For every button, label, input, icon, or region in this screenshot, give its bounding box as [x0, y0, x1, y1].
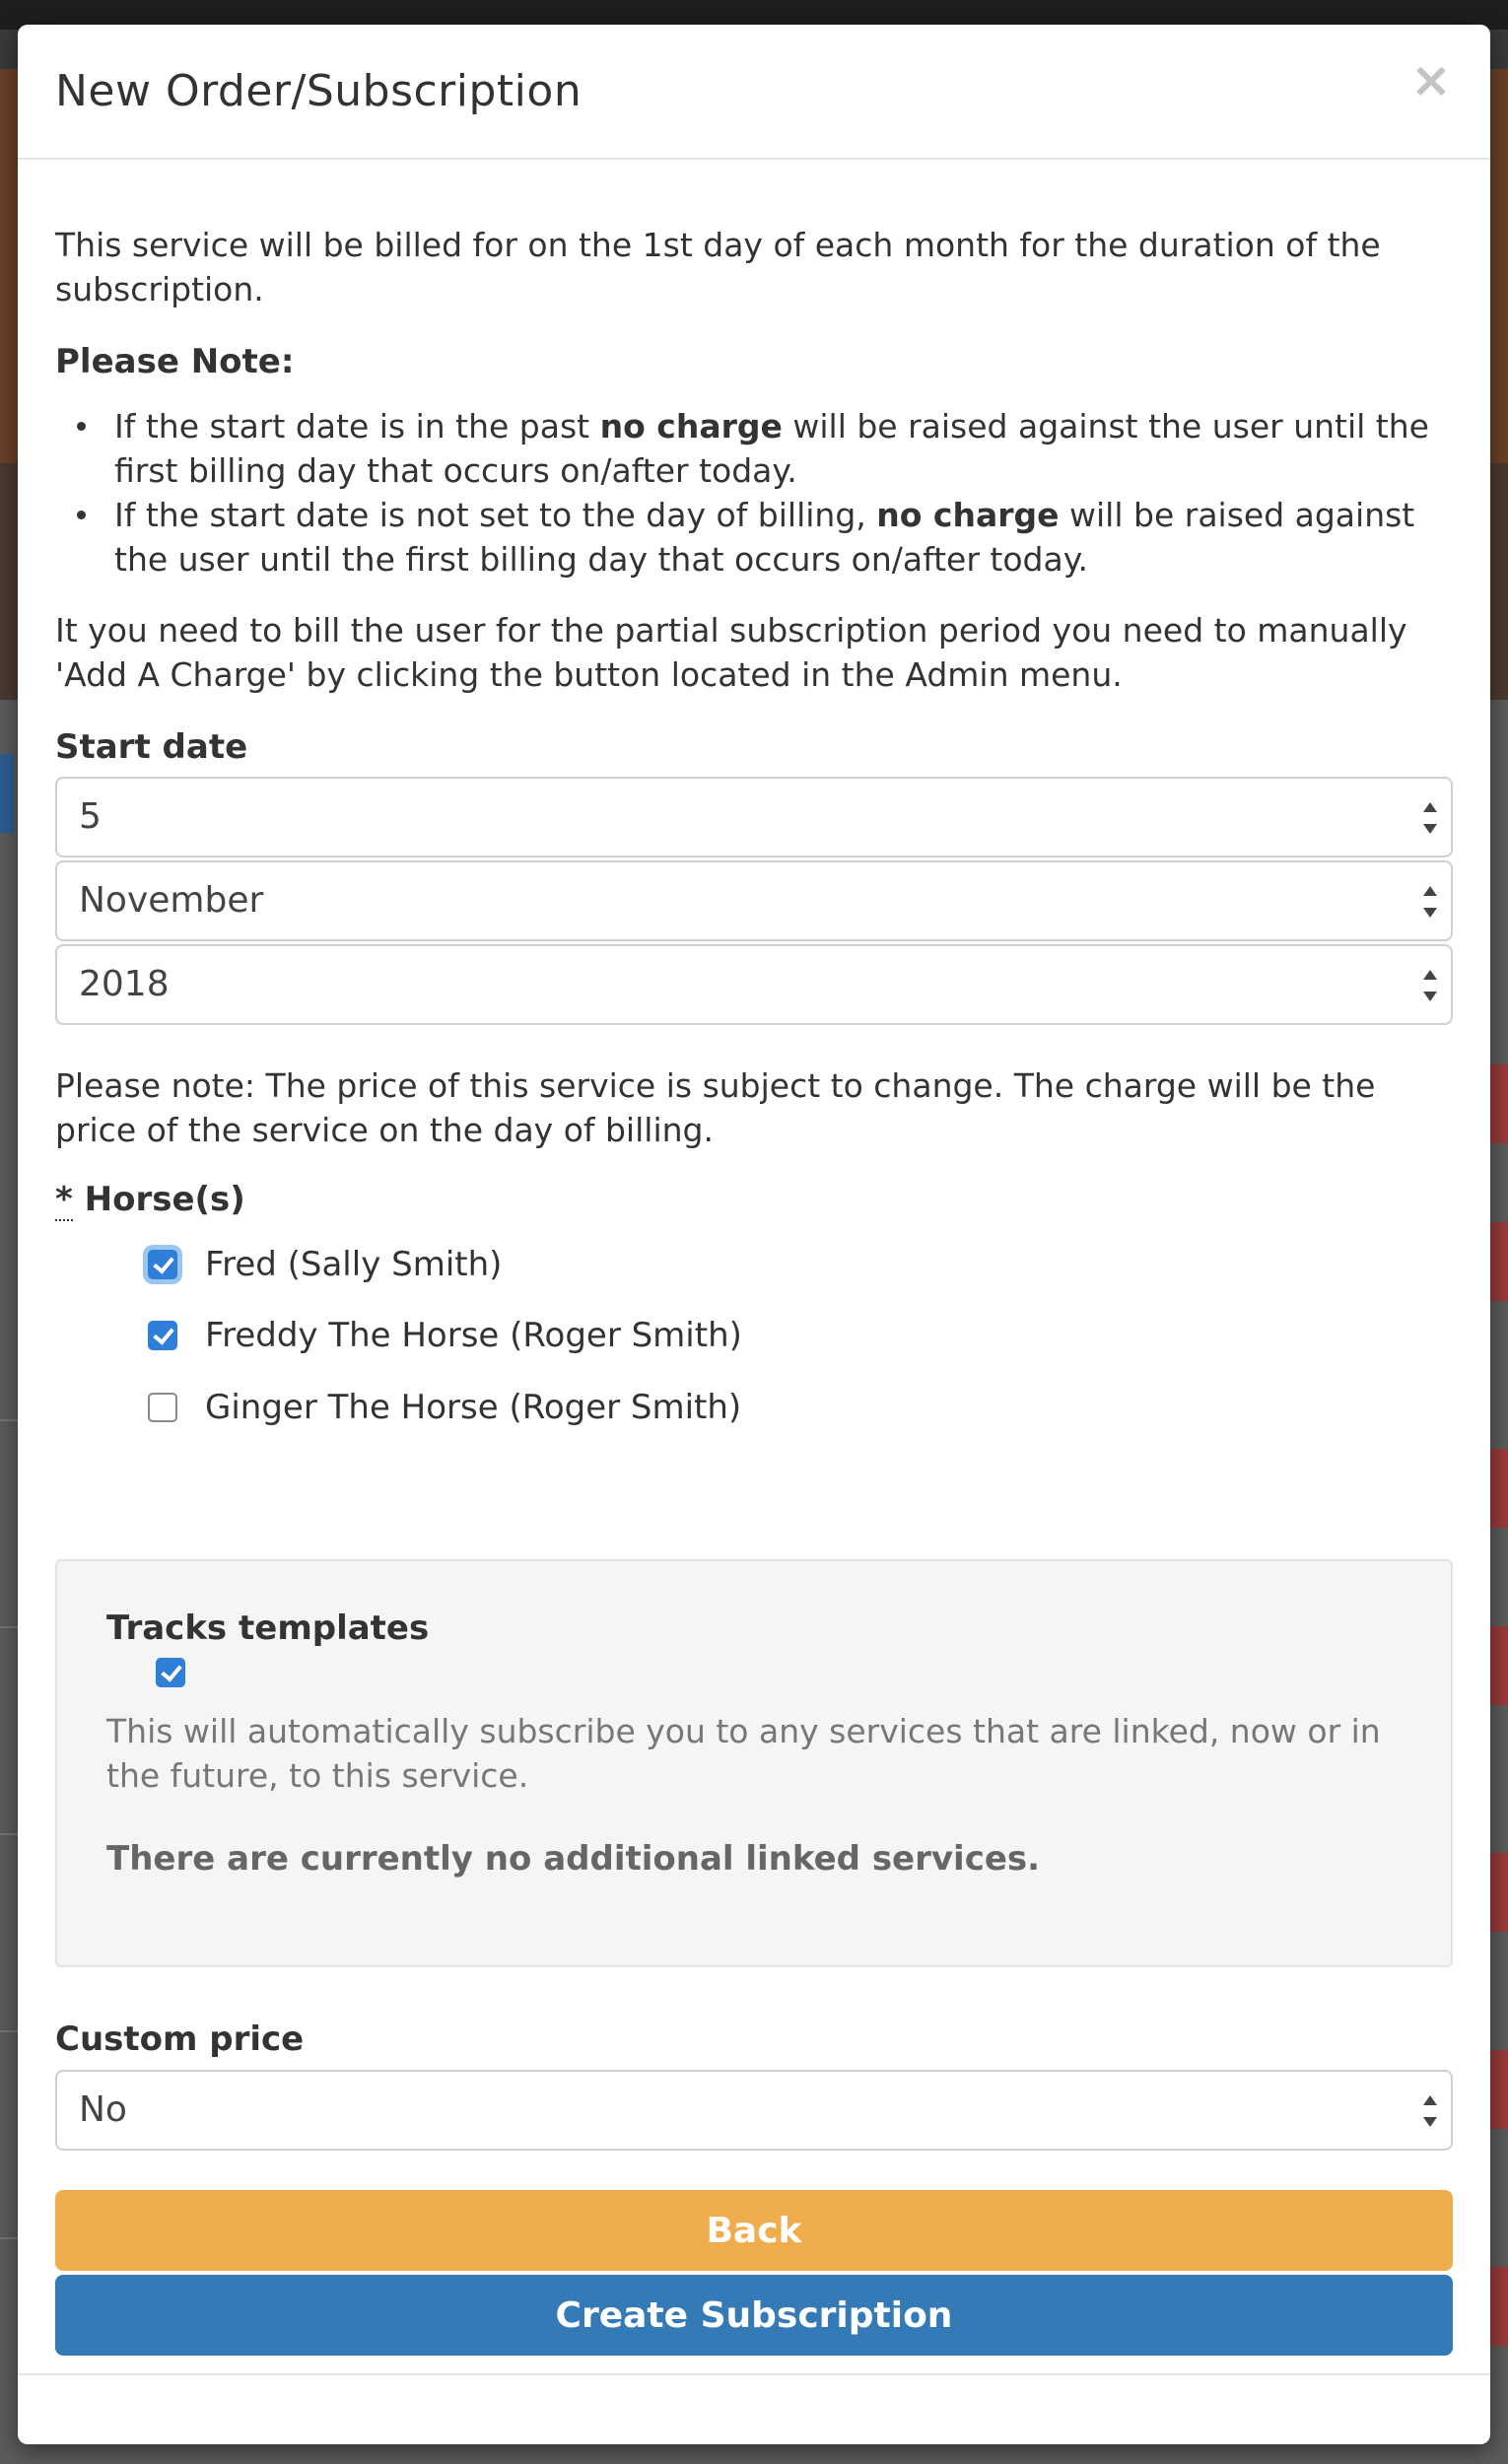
horse-label[interactable]: Ginger The Horse (Roger Smith): [205, 1388, 742, 1427]
modal-footer-divider: [18, 2373, 1490, 2375]
select-arrows-icon: [1421, 884, 1439, 920]
horses-label: * Horse(s): [55, 1180, 245, 1219]
linked-services-note: There are currently no additional linked services.: [106, 1839, 1041, 1879]
start-date-label: Start date: [55, 727, 248, 767]
custom-price-label: Custom price: [55, 2019, 305, 2059]
start-month-select[interactable]: November: [55, 860, 1453, 941]
tracks-templates-checkbox[interactable]: [156, 1658, 185, 1687]
horse-label[interactable]: Fred (Sally Smith): [205, 1245, 503, 1284]
start-day-select[interactable]: 5: [55, 777, 1453, 857]
start-year-select[interactable]: 2018: [55, 944, 1453, 1025]
horse-checkbox-freddy[interactable]: [148, 1321, 177, 1350]
modal-title: New Order/Subscription: [55, 66, 583, 116]
required-marker: *: [55, 1180, 73, 1219]
note-item: If the start date is not set to the day of billing, no charge will be raised against the user until the first billing day that occurs on/after today.: [114, 493, 1453, 582]
modal-header: [18, 25, 1490, 160]
horse-checkbox-fred[interactable]: [148, 1250, 177, 1279]
tracks-templates-title: Tracks templates: [106, 1608, 430, 1648]
create-subscription-button[interactable]: Create Subscription: [55, 2275, 1453, 2356]
please-note-label: Please Note:: [55, 342, 295, 381]
price-note-text: Please note: The price of this service is subject to change. The charge will be the price of the service on the day of billing.: [55, 1066, 1376, 1149]
billing-info-text: This service will be billed for on the 1st day of each month for the duration of the subscription.: [55, 226, 1381, 308]
custom-price-select[interactable]: No: [55, 2070, 1453, 2151]
select-arrows-icon: [1421, 800, 1439, 836]
note-item: If the start date is in the past no charge will be raised against the user until the first billing day that occurs on/after today.: [114, 404, 1453, 493]
back-button[interactable]: Back: [55, 2190, 1453, 2271]
tracks-templates-panel: [55, 1559, 1453, 1967]
select-arrows-icon: [1421, 968, 1439, 1003]
close-icon[interactable]: ×: [1410, 51, 1452, 108]
new-subscription-modal: [18, 25, 1490, 2444]
horse-label[interactable]: Freddy The Horse (Roger Smith): [205, 1316, 742, 1355]
tracks-templates-description: This will automatically subscribe you to any services that are linked, now or in the future, to this service.: [106, 1712, 1381, 1795]
select-arrows-icon: [1421, 2093, 1439, 2129]
partial-billing-text: It you need to bill the user for the partial subscription period you need to manually 'Add A Charge' by clicking the button located in the Admin menu.: [55, 611, 1407, 694]
backdrop-blue-tab: [0, 754, 14, 833]
horse-checkbox-ginger[interactable]: [148, 1393, 177, 1422]
